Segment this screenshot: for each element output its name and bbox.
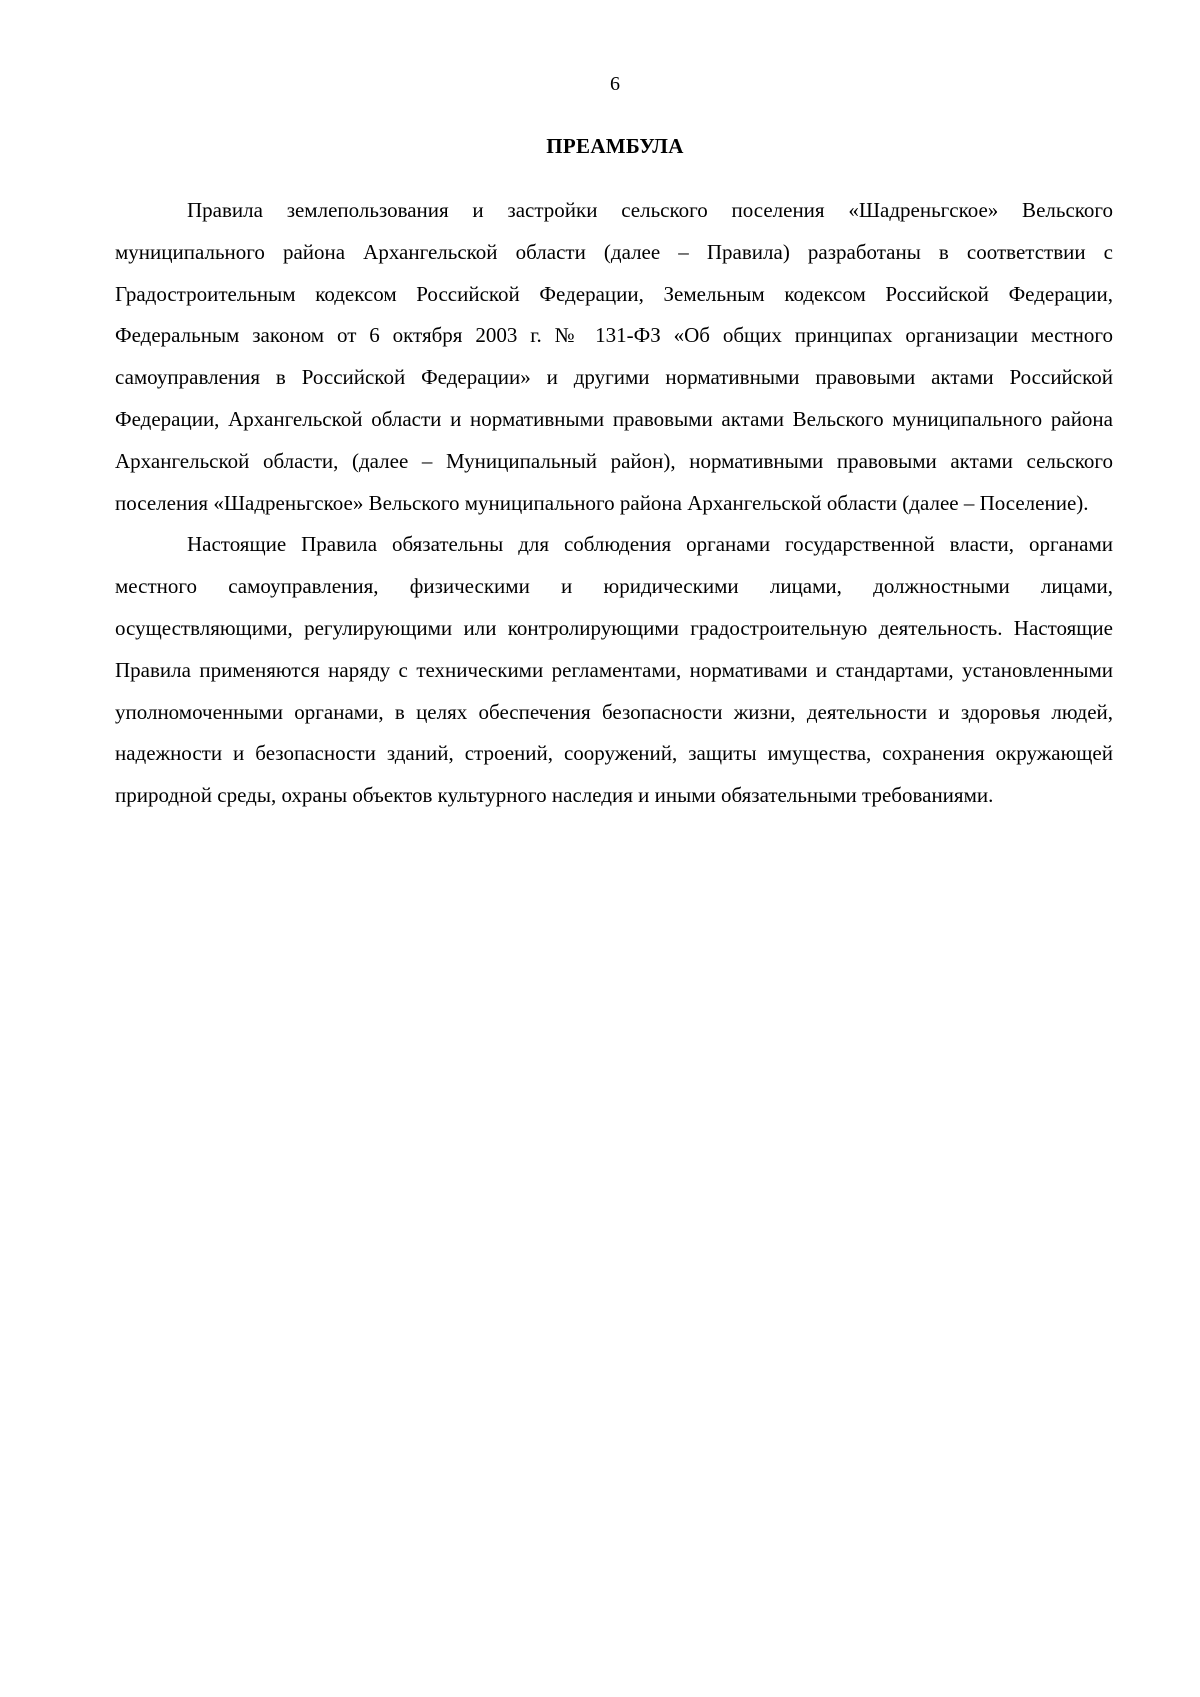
body-text: [115, 190, 1113, 817]
paragraph: Настоящие Правила обязательны для соблюдения органами государственной власти, органами местного самоуправления, физическими и юридическими лицами, должностными лицами, осуществляющими, регулирующими или контролирующими градостроительную деятельность. Настоящие Правила применяются наряду с техническими регламентами, нормативами и стандартами, установленными уполномоченными органами, в целях обеспечения безопасности жизни, деятельности и здоровья людей, надежности и безопасности зданий, строений, сооружений, защиты имущества, сохранения окружающей природной среды, охраны объектов культурного наследия и иными обязательными требованиями.: [115, 532, 1113, 808]
page-number: 6: [610, 73, 620, 95]
paragraph: Правила землепользования и застройки сельского поселения «Шадреньгское» Вельского муниципального района Архангельской области (далее – Правила) разработаны в соответствии с Градостроительным кодексом Российской Федерации, Земельным кодексом Российской Федерации, Федеральным законом от 6 октября 2003 г. № 131-ФЗ «Об общих принципах организации местного самоуправления в Российской Федерации» и другими нормативными правовыми актами Российской Федерации, Архангельской области и нормативными правовыми актами Вельского муниципального района Архангельской области, (далее – Муниципальный район), нормативными правовыми актами сельского поселения «Шадреньгское» Вельского муниципального района Архангельской области (далее – Поселение).: [115, 198, 1113, 515]
section-heading: ПРЕАМБУЛА: [546, 134, 684, 158]
